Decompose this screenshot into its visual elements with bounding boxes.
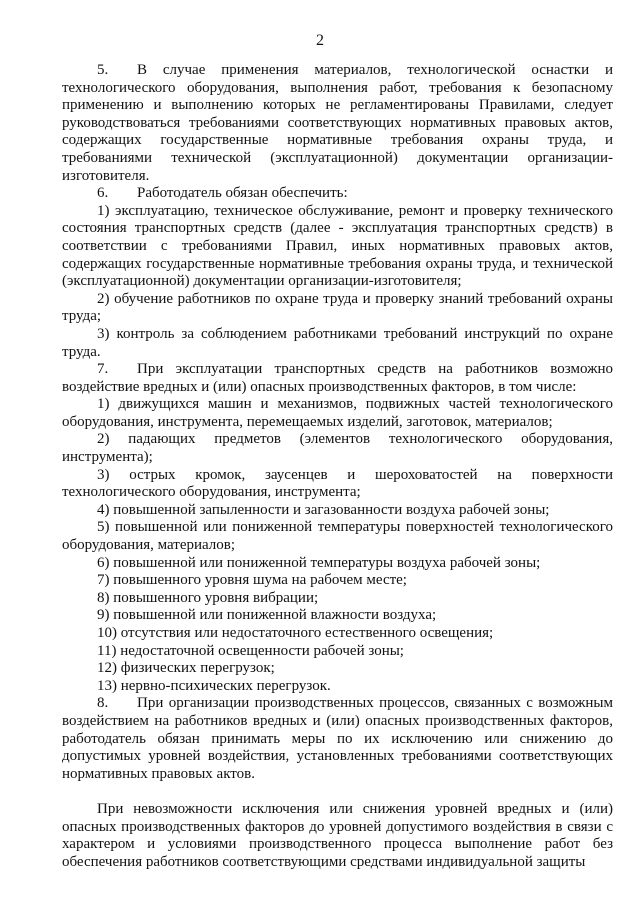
paragraph-text: При эксплуатации транспортных средств на работников возможно воздействие вредных и (или) опасных производственных факторов, в том числе:: [62, 361, 613, 395]
paragraph-text: При организации производственных процессов, связанных с возможным воздействием на работников вредных и (или) опасных производственных факторов, работодатель обязан принимать меры по их исключению или снижению до допустимых уровней воздействия, установленных требованиями соответствующих нормативных правовых актов.: [62, 695, 613, 782]
page-number: 2: [316, 32, 324, 49]
list-item: 13) нервно-психических перегрузок.: [97, 677, 331, 694]
paragraph-6: [62, 185, 613, 203]
list-item: 7) повышенного уровня шума на рабочем месте;: [97, 572, 407, 589]
list-item: 4) повышенной запыленности и загазованности воздуха рабочей зоны;: [97, 501, 550, 518]
list-item: 2) падающих предметов (элементов технологического оборудования, инструмента);: [62, 431, 613, 466]
paragraph-8: [62, 695, 613, 783]
list-item: 12) физических перегрузок;: [97, 660, 275, 677]
paragraph-text: В случае применения материалов, технологической оснастки и технологического оборудования, выполнения работ, требования к безопасному применению и выполнению которых не регламентированы Правилами, следует руководствоваться требованиями соответствующих нормативных правовых актов, содержащих государственные нормативные требования охраны труда, и требованиями технической (эксплуатационной) документации организации-изготовителя.: [62, 62, 613, 184]
paragraph-number: 7.: [97, 361, 109, 378]
list-item: 6) повышенной или пониженной температуры воздуха рабочей зоны;: [97, 554, 541, 571]
list-item: 3) контроль за соблюдением работниками требований инструкций по охране труда.: [62, 325, 613, 360]
paragraph-9: При невозможности исключения или снижения уровней вредных и (или) опасных производственных факторов до уровней допустимого воздействия в связи с характером и условиями производственного процесса выполнение работ без обеспечения работников соответствующими средствами индивидуальной защиты: [62, 800, 613, 870]
list-item: 5) повышенной или пониженной температуры поверхностей технологического оборудования, материалов;: [62, 519, 613, 554]
list-item: 1) эксплуатацию, техническое обслуживание, ремонт и проверку технического состояния транспортных средств (далее - эксплуатация транспортных средств) в соответствии с требованиями Правил, иных нормативных правовых актов, содержащих государственные нормативные требования охраны труда, и технической (эксплуатационной) документации организации-изготовителя;: [62, 202, 613, 290]
list-item: 10) отсутствия или недостаточного естественного освещения;: [97, 625, 494, 641]
paragraph-number: 6.: [97, 185, 109, 202]
list-item: 9) повышенной или пониженной влажности воздуха;: [97, 607, 437, 624]
paragraph-5: [62, 62, 613, 185]
list-item: 8) повышенного уровня вибрации;: [97, 589, 319, 606]
document-body: [62, 62, 613, 871]
paragraph-number: 5.: [97, 62, 109, 78]
list-item: 2) обучение работников по охране труда и проверку знаний требований охраны труда;: [62, 290, 613, 325]
paragraph-number: 8.: [97, 695, 109, 712]
list-item: 3) острых кромок, заусенцев и шероховатостей на поверхности технологического оборудования, инструмента;: [62, 466, 613, 501]
paragraph-7: [62, 361, 613, 396]
list-item: 1) движущихся машин и механизмов, подвижных частей технологического оборудования, инструмента, перемещаемых изделий, заготовок, материалов;: [62, 396, 613, 430]
paragraph-text: Работодатель обязан обеспечить:: [137, 185, 348, 202]
list-item: 11) недостаточной освещенности рабочей зоны;: [97, 642, 404, 659]
